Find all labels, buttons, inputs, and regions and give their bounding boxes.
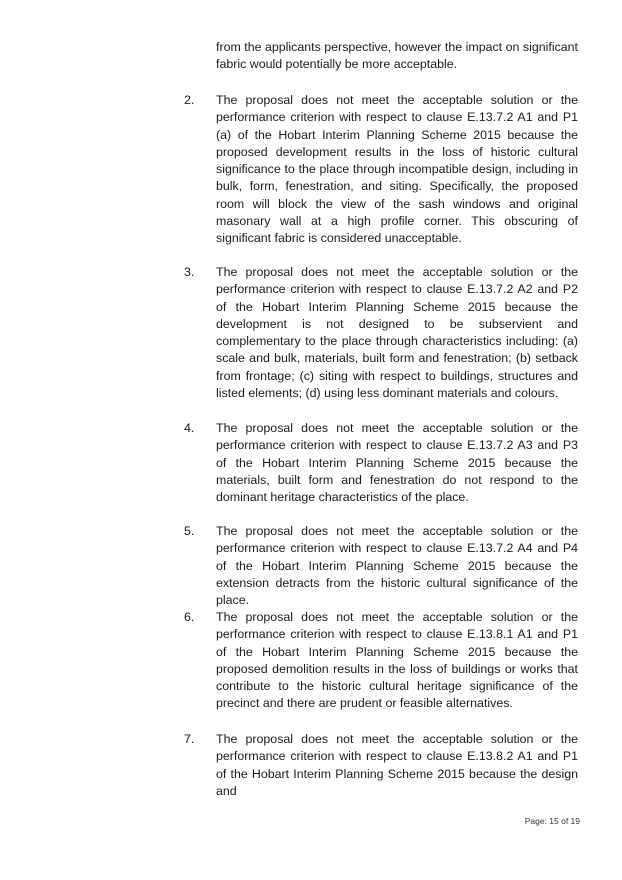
item-number: 3. — [184, 265, 195, 279]
item-text: The proposal does not meet the acceptable solution or the performance criterion with respect to clause E.13.7.2 A4 and P4 of the Hobart Interim Planning Scheme 2015 because the extension detracts from the historic cultural significance of the place. — [216, 524, 578, 608]
continuation-paragraph: from the applicants perspective, however the impact on significant fabric would potentially be more acceptable. — [216, 40, 578, 72]
item-number: 4. — [184, 421, 195, 435]
item-text: The proposal does not meet the acceptable solution or the performance criterion with respect to clause E.13.8.2 A1 and P1 of the Hobart Interim Planning Scheme 2015 because the design and — [216, 732, 578, 798]
item-text: The proposal does not meet the acceptable solution or the performance criterion with respect to clause E.13.7.2 A1 and P1 (a) of the Hobart Interim Planning Scheme 2015 because the proposed development results in the loss of historic cultural significance to the place through incompatible design, including in bulk, form, fenestration, and siting. Specifically, the proposed room will block the view of the sash windows and original masonary wall at a high profile corner. This obscuring of significant fabric is considered unacceptable. — [216, 93, 578, 246]
item-text: The proposal does not meet the acceptable solution or the performance criterion with respect to clause E.13.7.2 A2 and P2 of the Hobart Interim Planning Scheme 2015 because the development is not designed to be subservient and complementary to the place through characteristics including: (a) scale and bulk, materials, built form and fenestration; (b) setback from frontage; (c) siting with respect to buildings, structures and listed elements; (d) using less dominant materials and colours. — [216, 265, 578, 401]
item-number: 2. — [184, 93, 195, 107]
item-text: The proposal does not meet the acceptable solution or the performance criterion with respect to clause E.13.8.1 A1 and P1 of the Hobart Interim Planning Scheme 2015 because the proposed demolition results in the loss of buildings or works that contribute to the historic cultural heritage significance of the precinct and there are prudent or feasible alternatives. — [216, 610, 578, 711]
page-number-footer: Page: 15 of 19 — [524, 816, 580, 826]
item-number: 5. — [184, 524, 195, 538]
item-number: 7. — [184, 732, 195, 746]
item-number: 6. — [184, 610, 195, 624]
item-text: The proposal does not meet the acceptable solution or the performance criterion with respect to clause E.13.7.2 A3 and P3 of the Hobart Interim Planning Scheme 2015 because the materials, built form and fenestration do not respond to the dominant heritage characteristics of the place. — [216, 421, 578, 505]
